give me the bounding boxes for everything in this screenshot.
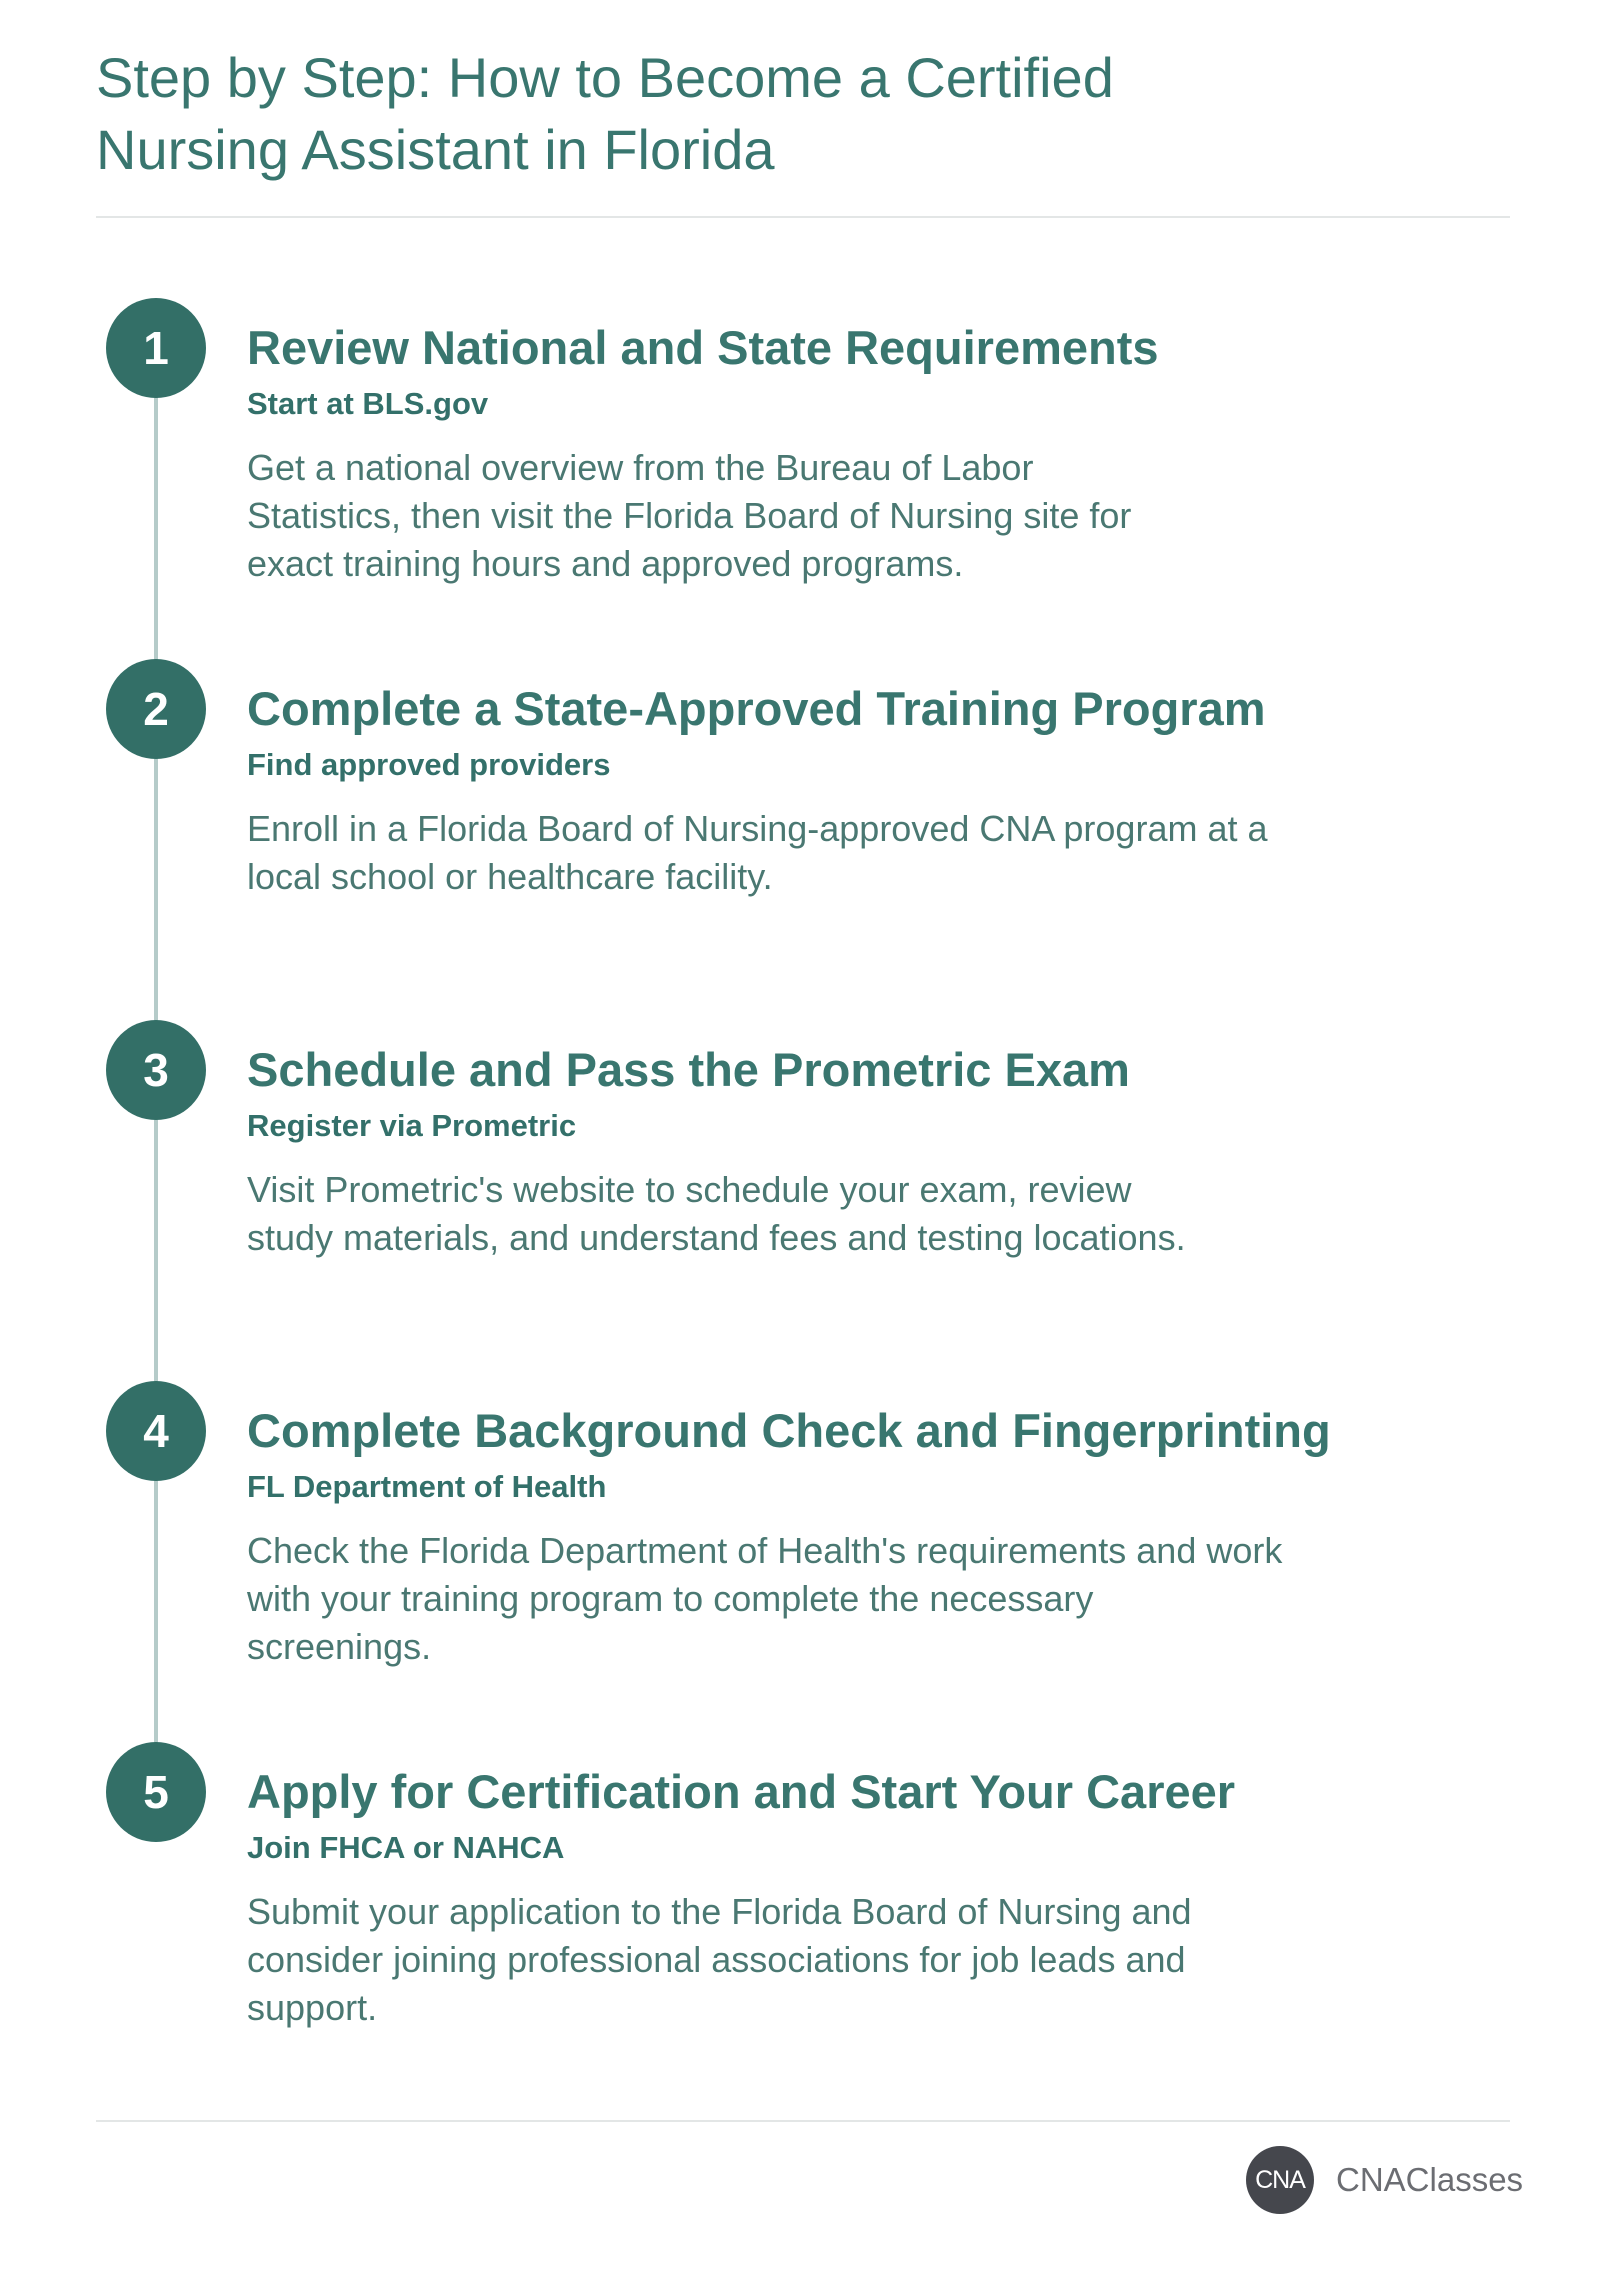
step-number-badge: 4 bbox=[106, 1381, 206, 1481]
step-title: Complete Background Check and Fingerprinting bbox=[247, 1404, 1331, 1457]
step-number-badge: 1 bbox=[106, 298, 206, 398]
step-title: Complete a State-Approved Training Program bbox=[247, 682, 1266, 735]
step-number-badge: 2 bbox=[106, 659, 206, 759]
step-number-badge: 3 bbox=[106, 1020, 206, 1120]
step-description: Submit your application to the Florida Board of Nursing and consider joining professional associations for job leads and support. bbox=[247, 1891, 1192, 2028]
step-number-badge: 5 bbox=[106, 1742, 206, 1842]
step-title: Review National and State Requirements bbox=[247, 321, 1159, 374]
step-link[interactable]: Join FHCA or NAHCA bbox=[247, 1830, 565, 1865]
step-title: Schedule and Pass the Prometric Exam bbox=[247, 1043, 1130, 1096]
header-divider bbox=[96, 216, 1510, 218]
step-description: Enroll in a Florida Board of Nursing-approved CNA program at a local school or healthcare facility. bbox=[247, 808, 1268, 897]
step-description: Visit Prometric's website to schedule your exam, review study materials, and understand fees and testing locations. bbox=[247, 1169, 1186, 1258]
step-link[interactable]: FL Department of Health bbox=[247, 1469, 607, 1504]
step-link[interactable]: Start at BLS.gov bbox=[247, 386, 489, 421]
step-description: Get a national overview from the Bureau of Labor Statistics, then visit the Florida Board of Nursing site for exact training hours and approved programs. bbox=[247, 447, 1132, 584]
page-title: Step by Step: How to Become a Certified Nursing Assistant in Florida bbox=[96, 46, 1114, 181]
brand-name: CNAClasses bbox=[1336, 2161, 1524, 2198]
step-link[interactable]: Find approved providers bbox=[247, 747, 611, 782]
step-title: Apply for Certification and Start Your Career bbox=[247, 1765, 1236, 1818]
step-link[interactable]: Register via Prometric bbox=[247, 1108, 577, 1143]
footer-divider bbox=[96, 2120, 1510, 2122]
step-description: Check the Florida Department of Health's requirements and work with your training program to complete the necessary screenings. bbox=[247, 1530, 1283, 1667]
brand-logo-icon: CNA bbox=[1246, 2146, 1314, 2214]
